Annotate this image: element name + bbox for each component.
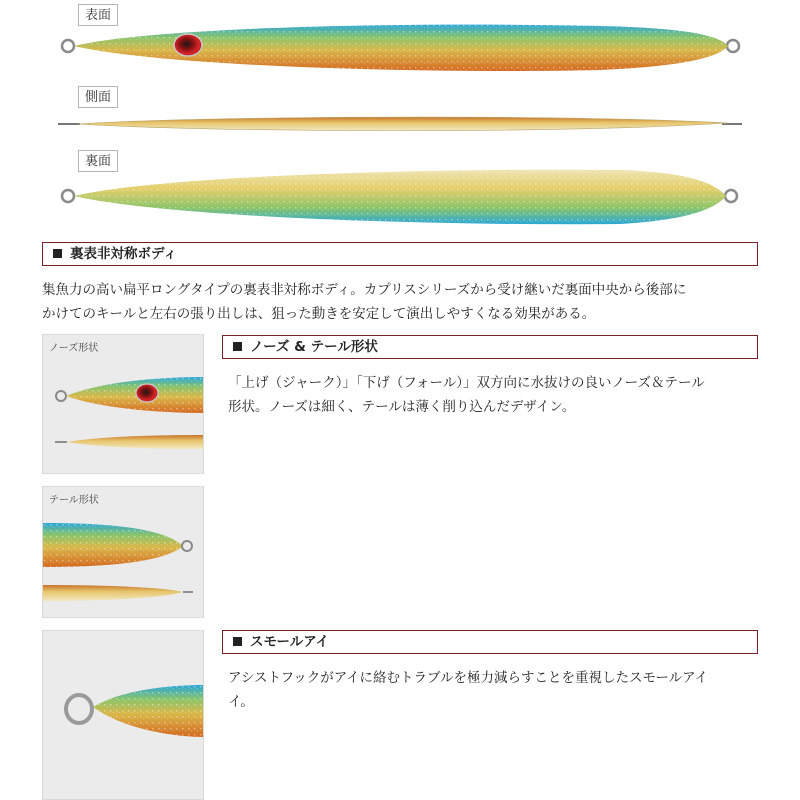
nose-tail-description bbox=[228, 371, 788, 419]
split-ring-icon bbox=[62, 40, 74, 52]
section-title: ノーズ & テール形状 bbox=[250, 339, 378, 355]
text-line: 「上げ（ジャーク）」「下げ（フォール）」双方向に水抜けの良いノーズ＆テール bbox=[228, 375, 705, 391]
lure-side-view-image bbox=[0, 110, 800, 138]
split-ring-icon bbox=[66, 695, 92, 723]
tail-shape-thumbnail bbox=[42, 486, 204, 618]
view-label-back: 裏面 bbox=[78, 150, 118, 172]
view-label-front: 表面 bbox=[78, 4, 118, 26]
lure-front-view-image bbox=[0, 18, 800, 74]
split-ring-icon bbox=[725, 190, 737, 202]
small-eye-thumbnail bbox=[42, 630, 204, 800]
split-ring-icon bbox=[62, 190, 74, 202]
split-ring-icon bbox=[56, 391, 66, 401]
thumbnail-caption: テール形状 bbox=[49, 495, 99, 506]
text-line: 集魚力の高い扁平ロングタイプの裏表非対称ボディ。カプリスシリーズから受け継いだ裏面中央から後部に bbox=[42, 282, 687, 298]
text-line: かけてのキールと左右の張り出しは、狙った動きを安定して演出しやすくなる効果がある。 bbox=[42, 306, 596, 322]
lure-eye-icon bbox=[174, 34, 202, 56]
section-title: スモールアイ bbox=[250, 634, 329, 650]
split-ring-icon bbox=[182, 541, 192, 551]
thumbnail-caption: ノーズ形状 bbox=[49, 343, 99, 354]
text-line: イ。 bbox=[228, 694, 254, 710]
lure-back-view-image bbox=[0, 164, 800, 228]
section-header-asymmetric-body bbox=[42, 242, 758, 266]
square-bullet-icon bbox=[53, 249, 62, 258]
asymmetric-body-description bbox=[42, 278, 782, 326]
square-bullet-icon bbox=[233, 637, 242, 646]
small-eye-description bbox=[228, 666, 788, 714]
nose-shape-thumbnail bbox=[42, 334, 204, 474]
split-ring-icon bbox=[727, 40, 739, 52]
section-title: 裏表非対称ボディ bbox=[70, 246, 177, 262]
view-label-side: 側面 bbox=[78, 86, 118, 108]
text-line: 形状。ノーズは細く、テールは薄く削り込んだデザイン。 bbox=[228, 399, 576, 415]
square-bullet-icon bbox=[233, 342, 242, 351]
section-header-nose-tail bbox=[222, 335, 758, 359]
lure-eye-icon bbox=[136, 384, 158, 402]
section-header-small-eye bbox=[222, 630, 758, 654]
text-line: アシストフックがアイに絡むトラブルを極力減らすことを重視したスモールアイ bbox=[228, 670, 708, 686]
